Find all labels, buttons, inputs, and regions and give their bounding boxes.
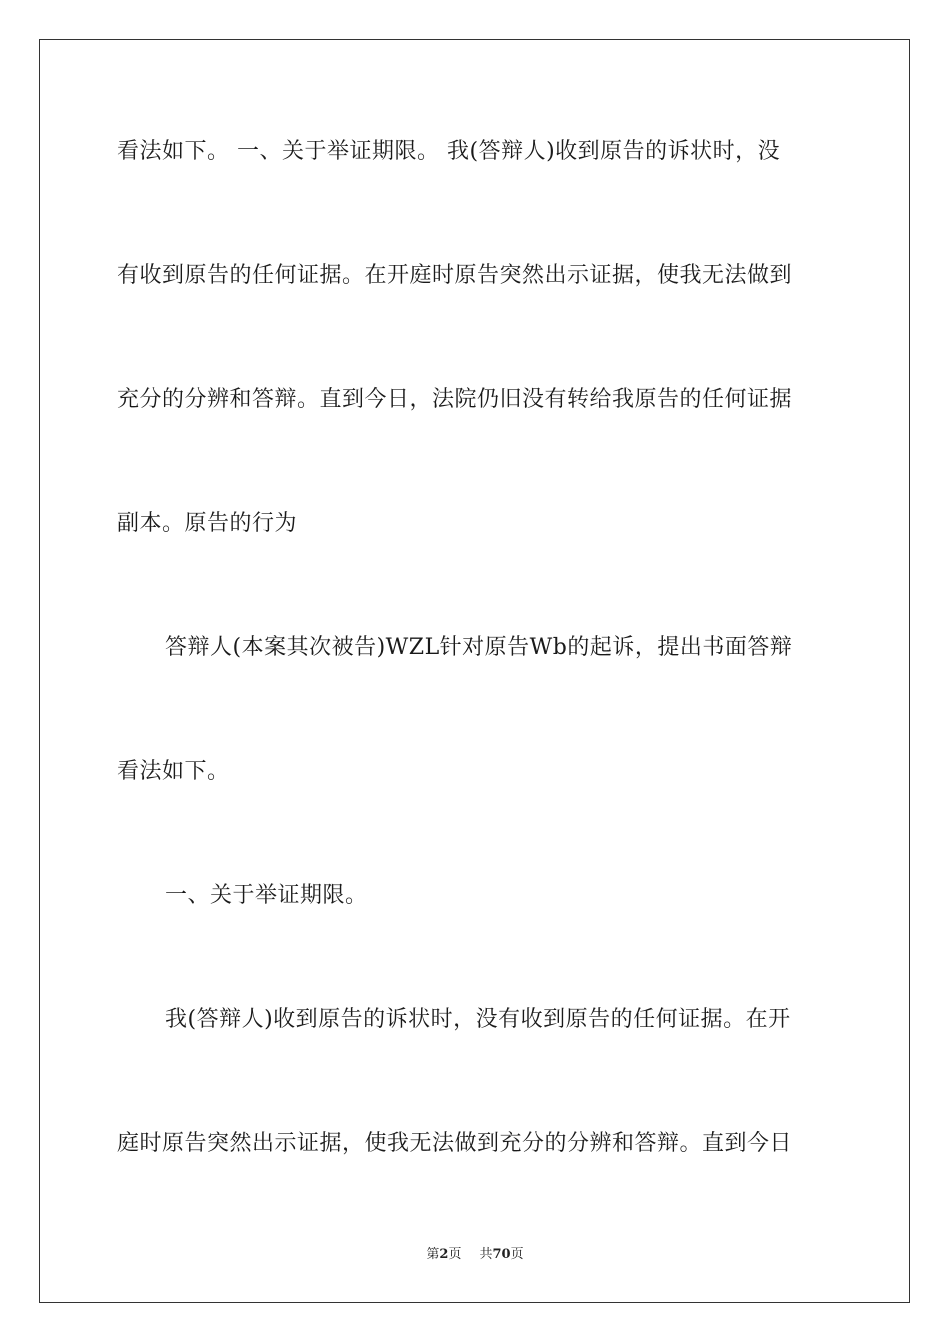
section-heading: 一、关于举证期限。 — [165, 883, 368, 908]
body-line-2: 有收到原告的任何证据。在开庭时原告突然出示证据，使我无法做到 — [117, 263, 793, 288]
paragraph-line-3: 我(答辩人)收到原告的诉状时，没有收到原告的任何证据。在开 — [165, 1007, 791, 1032]
body-line-3: 充分的分辨和答辩。直到今日，法院仍旧没有转给我原告的任何证据 — [117, 387, 793, 412]
page-footer — [0, 1246, 950, 1264]
body-line-4: 副本。原告的行为 — [117, 511, 298, 536]
footer-total-pages: 70 — [492, 1247, 511, 1262]
paragraph-line-1: 答辩人(本案其次被告)WZL针对原告Wb的起诉，提出书面答辩 — [165, 635, 793, 660]
page-border — [39, 39, 910, 1303]
paragraph-line-2: 看法如下。 — [117, 759, 230, 784]
body-line-1: 看法如下。 一、关于举证期限。 我(答辩人)收到原告的诉状时，没 — [117, 139, 781, 164]
footer-page-suffix: 页 — [448, 1247, 462, 1262]
footer-total-prefix: 共 — [479, 1247, 493, 1262]
footer-page-prefix: 第 — [426, 1247, 440, 1262]
footer-page-number: 2 — [439, 1247, 449, 1262]
paragraph-line-4: 庭时原告突然出示证据，使我无法做到充分的分辨和答辩。直到今日 — [117, 1131, 793, 1156]
footer-total-suffix: 页 — [510, 1247, 524, 1262]
